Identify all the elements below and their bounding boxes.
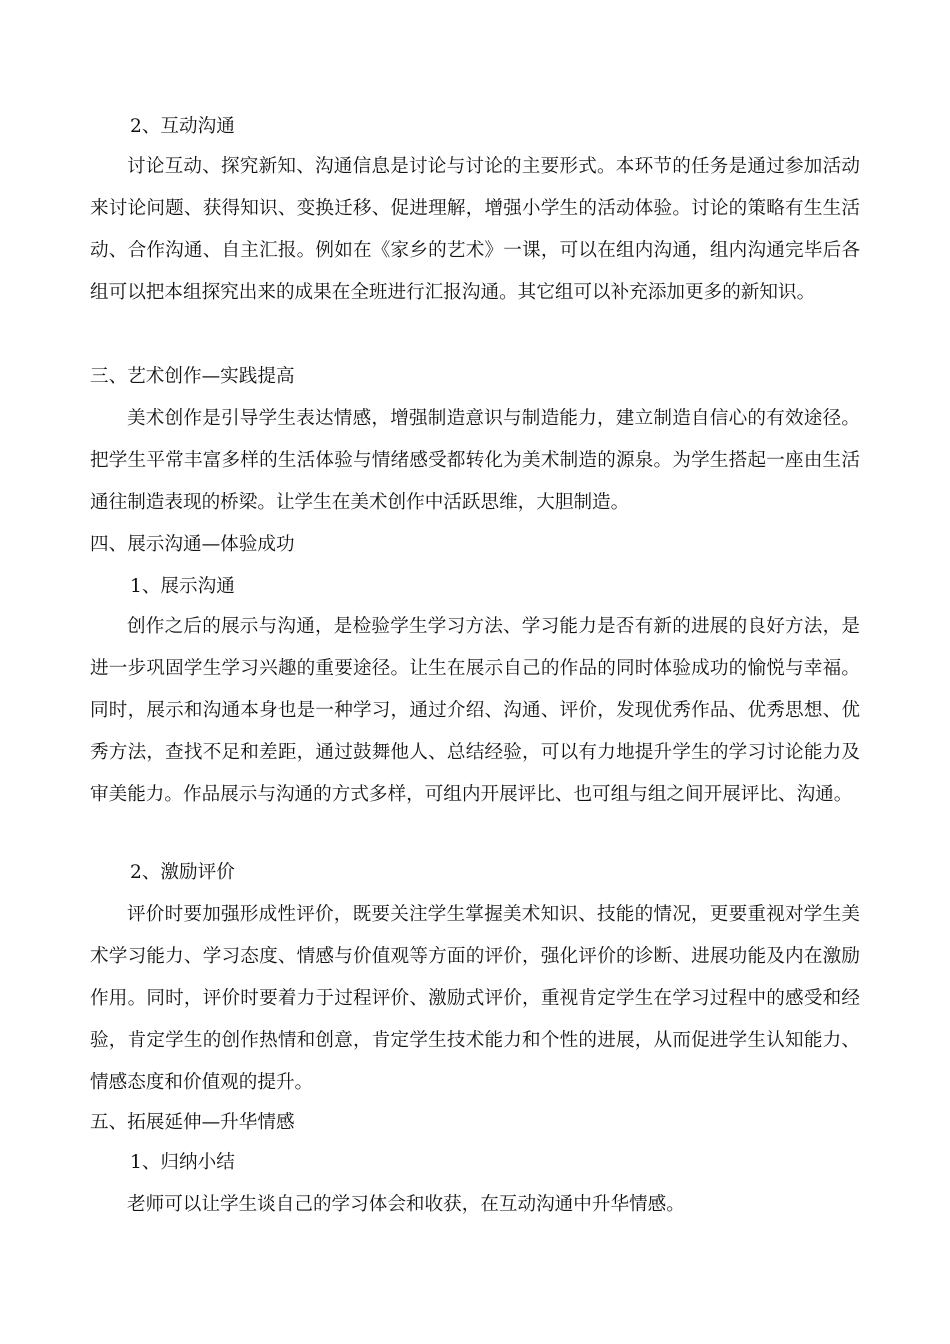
subheading-summary: 1、归纳小结 bbox=[130, 1152, 235, 1173]
subheading-display-communication: 1、展示沟通 bbox=[130, 576, 235, 597]
paragraph-display-communication: 创作之后的展示与沟通，是检验学生学习方法、学习能力是否有新的进展的良好方法，是进一步巩固学生学习兴趣的重要途径。让生在展示自己的作品的同时体验成功的愉悦与幸福。同时，展示和沟通本身也是一种学习，通过介绍、沟通、评价，发现优秀作品、优秀思想、优秀方法，查找不足和差距，通过鼓舞他人、总结经验，可以有力地提升学生的学习讨论能力及审美能力。作品展示与沟通的方式多样，可组内开展评比、也可组与组之间开展评比、沟通。 bbox=[90, 616, 860, 805]
section-heading-extension: 五、拓展延伸—升华情感 bbox=[90, 1112, 295, 1133]
subheading-interactive-communication: 2、互动沟通 bbox=[130, 116, 235, 137]
section-heading-display-communication: 四、展示沟通—体验成功 bbox=[90, 534, 295, 555]
paragraph-discussion-interaction: 讨论互动、探究新知、沟通信息是讨论与讨论的主要形式。本环节的任务是通过参加活动来讨论问题、获得知识、变换迁移、促进理解，增强小学生的活动体验。讨论的策略有生生活动、合作沟通、自主汇报。例如在《家乡的艺术》一课，可以在组内沟通，组内沟通完毕后各组可以把本组探究出来的成果在全班进行汇报沟通。其它组可以补充添加更多的新知识。 bbox=[90, 156, 860, 303]
paragraph-incentive-evaluation: 评价时要加强形成性评价，既要关注学生掌握美术知识、技能的情况，更要重视对学生美术学习能力、学习态度、情感与价值观等方面的评价，强化评价的诊断、进展功能及内在激励作用。同时，评价时要着力于过程评价、激励式评价，重视肯定学生在学习过程中的感受和经验，肯定学生的创作热情和创意，肯定学生技术能力和个性的进展，从而促进学生认知能力、情感态度和价值观的提升。 bbox=[90, 904, 860, 1093]
subheading-incentive-evaluation: 2、激励评价 bbox=[130, 862, 235, 883]
paragraph-summary: 老师可以让学生谈自己的学习体会和收获，在互动沟通中升华情感。 bbox=[127, 1194, 685, 1215]
paragraph-art-creation: 美术创作是引导学生表达情感，增强制造意识与制造能力，建立制造自信心的有效途径。把学生平常丰富多样的生活体验与情绪感受都转化为美术制造的源泉。为学生搭起一座由生活通往制造表现的桥梁。让学生在美术创作中活跃思维，大胆制造。 bbox=[90, 408, 860, 513]
section-heading-art-creation: 三、艺术创作—实践提高 bbox=[90, 366, 295, 387]
